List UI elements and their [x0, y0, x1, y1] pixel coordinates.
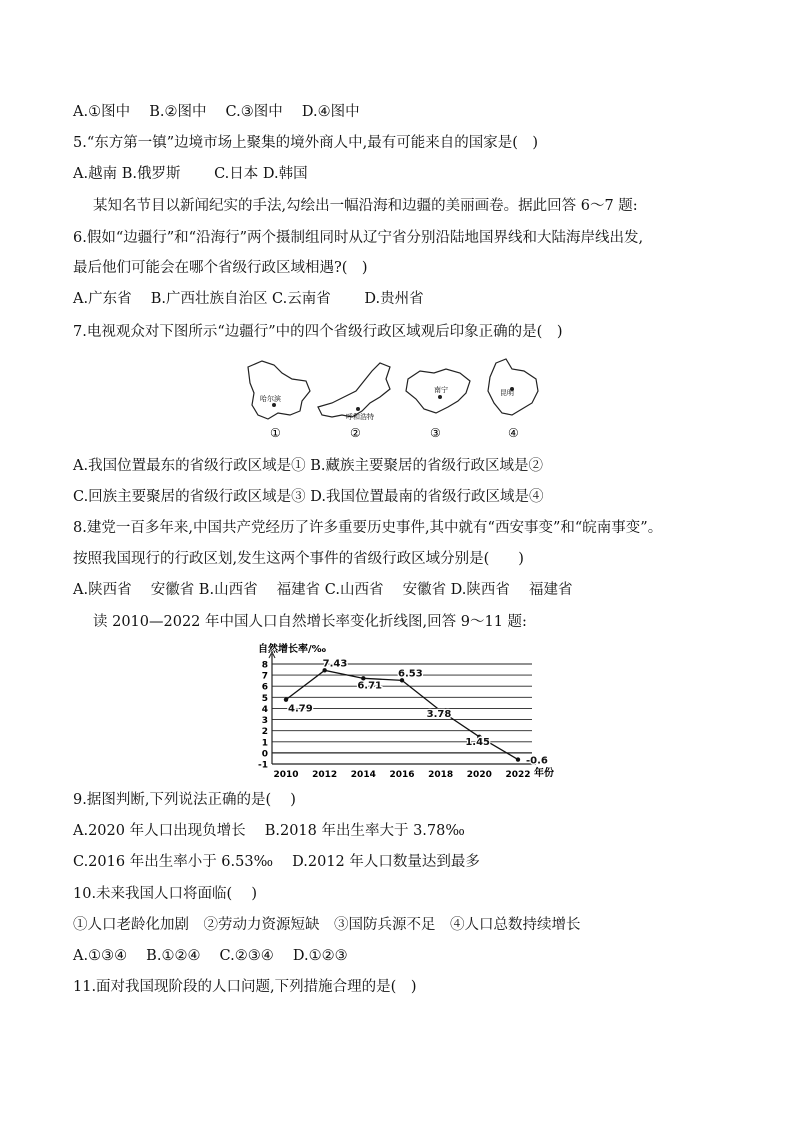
city-label: 哈尔滨 — [260, 395, 281, 403]
y-tick-label: 8 — [261, 660, 268, 671]
map-guangxi — [406, 369, 470, 440]
map-inner-mongolia — [318, 363, 390, 440]
q5-options: A.越南 B.俄罗斯 C.日本 D.韩国 — [73, 166, 308, 182]
y-tick-label: 5 — [261, 693, 268, 704]
x-tick-label: 2018 — [428, 770, 454, 780]
y-tick-label: 6 — [261, 682, 268, 693]
data-label: 6.53 — [398, 668, 423, 680]
q8-stem-1: 8.建党一百多年来,中国共产党经历了许多重要历史事件,其中就有“西安事变”和“皖南事变”。 — [73, 520, 663, 536]
data-point — [516, 757, 520, 761]
y-tick-label: 4 — [261, 704, 268, 715]
data-label: 3.78 — [426, 708, 452, 720]
x-tick-label: 2014 — [350, 770, 376, 780]
q7-options-2: C.回族主要聚居的省级行政区域是③ D.我国位置最南的省级行政区域是④ — [73, 489, 544, 505]
map-number: ④ — [508, 426, 519, 440]
q10-options: A.①③④ B.①②④ C.②③④ D.①②③ — [73, 948, 348, 964]
q10-stem: 10.未来我国人口将面临( ) — [73, 886, 257, 902]
x-tick-label: 2016 — [389, 770, 415, 780]
data-label: 1.45 — [465, 736, 491, 748]
map-yunnan — [488, 359, 538, 440]
q10-items: ①人口老龄化加剧 ②劳动力资源短缺 ③国防兵源不足 ④人口总数持续增长 — [73, 917, 581, 933]
data-label: 6.71 — [357, 680, 383, 692]
city-label: 昆明 — [500, 389, 514, 397]
map-number: ① — [270, 426, 281, 440]
q11-stem: 11.面对我国现阶段的人口问题,下列措施合理的是( ) — [73, 979, 417, 995]
data-label: 4.79 — [288, 703, 313, 715]
q8-options: A.陕西省 安徽省 B.山西省 福建省 C.山西省 安徽省 D.陕西省 福建省 — [73, 582, 573, 598]
city-label: 南宁 — [434, 386, 448, 394]
intro-9-11: 读 2010—2022 年中国人口自然增长率变化折线图,回答 9～11 题: — [93, 614, 527, 630]
q9-options-1: A.2020 年人口出现负增长 B.2018 年出生率大于 3.78‰ — [73, 823, 465, 839]
q7-options-1: A.我国位置最东的省级行政区域是① B.藏族主要聚居的省级行政区域是② — [73, 458, 543, 474]
city-label: 呼和浩特 — [346, 413, 374, 421]
q7-stem: 7.电视观众对下图所示“边疆行”中的四个省级行政区域观后印象正确的是( ) — [73, 324, 563, 340]
y-tick-label: -1 — [258, 760, 268, 771]
intro-6-7: 某知名节目以新闻纪实的手法,勾绘出一幅沿海和边疆的美丽画卷。据此回答 6～7 题: — [93, 198, 638, 214]
data-label: -0.6 — [526, 755, 548, 767]
y-tick-label: 3 — [261, 716, 268, 727]
y-axis-label: 自然增长率/‰ — [258, 644, 327, 655]
x-tick-label: 2010 — [273, 770, 299, 780]
data-point — [284, 697, 288, 701]
q4-options: A.①图中 B.②图中 C.③图中 D.④图中 — [73, 104, 360, 120]
y-tick-label: 1 — [261, 738, 268, 749]
q6-stem-2: 最后他们可能会在哪个省级行政区域相遇?( ) — [73, 260, 368, 276]
map-number: ② — [350, 426, 361, 440]
map-heilongjiang — [248, 361, 310, 440]
data-label: 7.43 — [322, 658, 348, 670]
y-tick-label: 7 — [261, 671, 268, 682]
population-growth-chart — [250, 640, 570, 780]
q5-stem: 5.“东方第一镇”边境市场上聚集的境外商人中,最有可能来自的国家是( ) — [73, 135, 539, 151]
x-axis-label: 年份 — [534, 768, 554, 779]
q6-stem-1: 6.假如“边疆行”和“沿海行”两个摄制组同时从辽宁省分别沿陆地国界线和大陆海岸线出发, — [73, 230, 644, 246]
q8-stem-2: 按照我国现行的行政区划,发生这两个事件的省级行政区域分别是( ) — [73, 551, 524, 567]
y-tick-label: 0 — [261, 749, 268, 760]
x-tick-label: 2022 — [505, 770, 531, 780]
q9-stem: 9.据图判断,下列说法正确的是( ) — [73, 792, 296, 808]
map-number: ③ — [430, 426, 441, 440]
q6-options: A.广东省 B.广西壮族自治区 C.云南省 D.贵州省 — [73, 291, 424, 307]
y-tick-label: 2 — [261, 727, 268, 738]
province-maps — [240, 357, 560, 445]
x-tick-label: 2020 — [466, 770, 492, 780]
x-tick-label: 2012 — [312, 770, 338, 780]
q9-options-2: C.2016 年出生率小于 6.53‰ D.2012 年人口数量达到最多 — [73, 854, 480, 870]
